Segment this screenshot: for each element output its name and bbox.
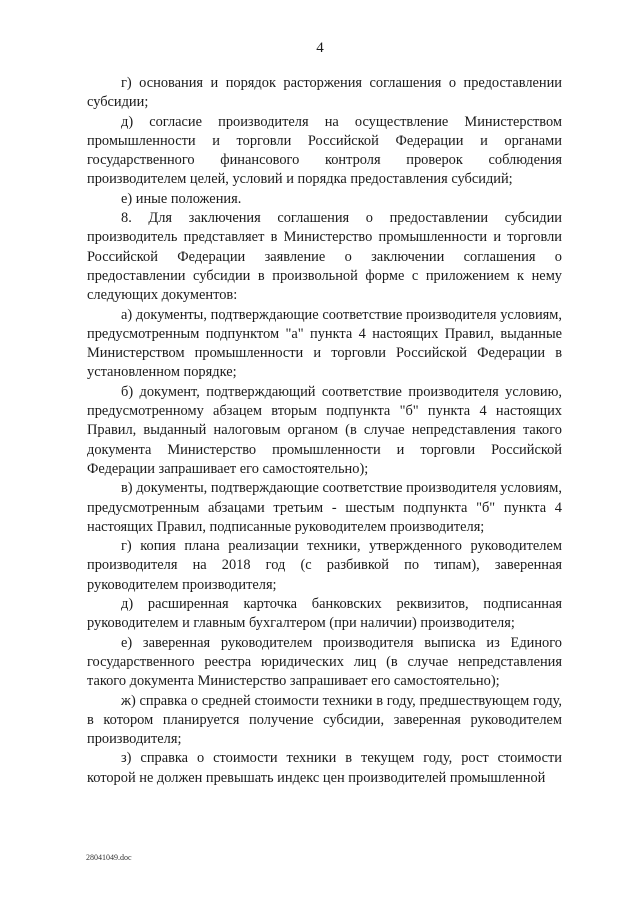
footer-filename: 28041049.doc — [86, 853, 132, 862]
paragraph-zh-average-cost: ж) справка о средней стоимости техники в году, предшествующем году, в котором планируется получение субсидии, заверенная руководителем производителя; — [87, 692, 562, 748]
paragraph-e-registry-extract: е) заверенная руководителем производителя выписка из Единого государственного реестра юридических лиц (в случае непредставления такого документа Министерство запрашивает его самостоятельно); — [87, 634, 562, 690]
document-body — [87, 74, 562, 788]
paragraph-d-bank-card: д) расширенная карточка банковских реквизитов, подписанная руководителем и главным бухгалтером (при наличии) производителя; — [87, 596, 562, 632]
paragraph-8-application: 8. Для заключения соглашения о предоставлении субсидии производитель представляет в Министерство промышленности и торговли Российской Федерации заявление о заключении соглашения о предоставлении субсидии в произвольной форме с приложением к нему следующих документов: — [87, 210, 562, 304]
paragraph-v-signed-documents: в) документы, подтверждающие соответствие производителя условиям, предусмотренным абзацами третьим - шестым подпункта "б" пункта 4 настоящих Правил, подписанные руководителем производителя; — [87, 480, 562, 535]
paragraph-e-other: е) иные положения. — [121, 190, 242, 207]
paragraph-a-documents: а) документы, подтверждающие соответствие производителя условиям, предусмотренным подпунктом "а" пункта 4 настоящих Правил, выданные Министерством промышленности и торговли Российской Федерации в установленном порядке; — [87, 306, 562, 381]
paragraph-d-consent: д) согласие производителя на осуществление Министерством промышленности и торговли Российской Федерации и органами государственного финансового контроля проверок соблюдения производителем целей, условий и порядка предоставления субсидий; — [87, 113, 562, 188]
page-number: 4 — [316, 40, 324, 56]
paragraph-z-current-cost: з) справка о стоимости техники в текущем году, рост стоимости которой не должен превышать индекс цен производителей промышленной — [87, 750, 562, 786]
paragraph-g-sales-plan: г) копия плана реализации техники, утвержденного руководителем производителя на 2018 год (с разбивкой по типам), заверенная руководителем производителя; — [87, 538, 562, 593]
paragraph-g-termination: г) основания и порядок расторжения соглашения о предоставлении субсидии; — [87, 75, 562, 111]
paragraph-b-tax-document: б) документ, подтверждающий соответствие производителя условию, предусмотренному абзацем вторым подпункта "б" пункта 4 настоящих Правил, выданный налоговым органом (в случае непредставления такого документа Министерство промышленности и торговли Российской Федерации запрашивает его самостоятельно); — [87, 383, 562, 477]
